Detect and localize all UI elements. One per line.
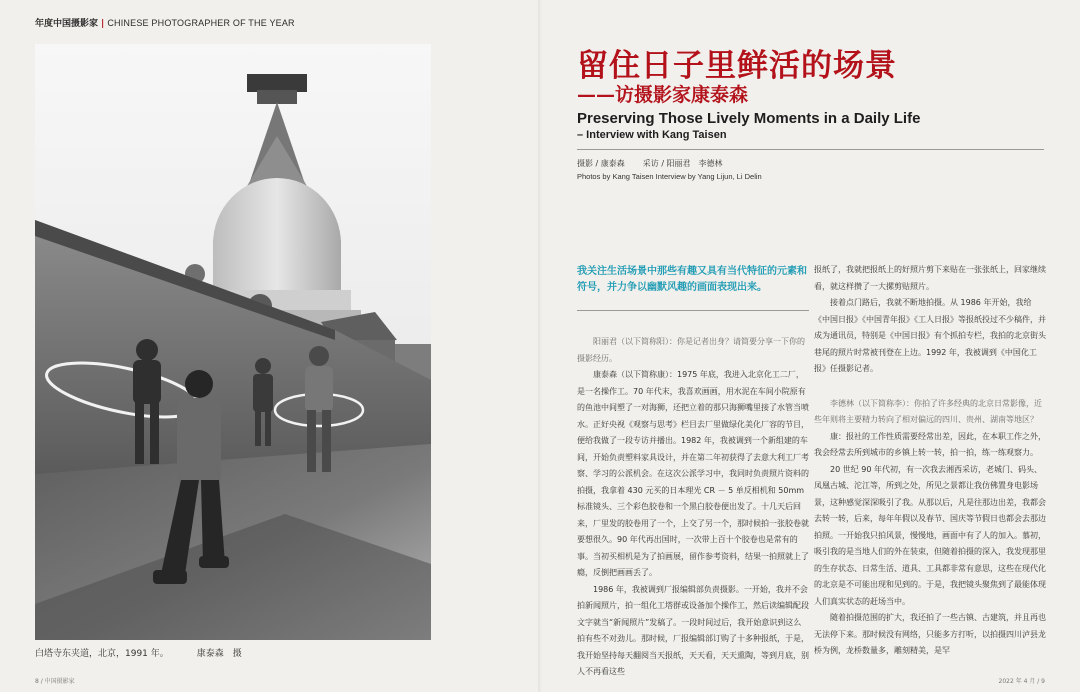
paragraph: 1986 年，我被调到厂报编辑部负责摄影。一开始，我并不会拍新闻照片，拍一组化工塔群或设备加个操作工，然后读编辑配段文字就当“新闻照片”发稿了。一段时间过后，我开始意识到这么拍有些不对劲儿。那时候，厂报编辑部订购了十多种报纸，于是，我开始坚持每天翻阅当天报纸，天天看，天天熏陶，等到月底，别人不再看这些 — [577, 584, 809, 676]
byline-photos: 摄影 / 康泰森 — [577, 159, 625, 168]
paragraph: 康：报社的工作性质需要经常出差，因此，在本职工作之外，我会经常去所到城市的乡镇上转一转，拍一拍，练一练观察力。 — [814, 431, 1046, 457]
paragraph: 阳丽君（以下简称阳）：你是记者出身？请简要分享一下你的摄影经历。 — [577, 337, 805, 363]
article-column-2 — [814, 262, 1046, 672]
paragraph: 康泰森（以下简称康）：1975 年底，我进入北京化工二厂，是一名操作工。70 年代末，我喜欢画画，用水泥在车间小院原有的鱼池中间塑了一对海狮，还把立着的那只海狮嘴里接了水管当喷水。正好央视《观察与思考》栏目去厂里做绿化美化厂容的节目，便给我做了一段专访并播出。1982 年，我被调到一个新组建的车间，开始负责塑料家具设计，并在第二年初获得了去意大利工厂考察、学习的公派机会。在这次公派学习中，我同时负责照片资料的拍摄，我拿着 430 元买的日本理光 CR － 5 单反相机和 50mm 标准镜头、三个彩色胶卷和一个黑白胶卷便出发了。十几天后回来，厂里发的胶卷用了一个，上交了另一个，那时候拍一张胶卷就要想很久。90 年代再出国时，一次带上百十个胶卷也是常有的事。当初买相机是为了拍画展，留作参考资料，结果一拍照就上了瘾，反倒把画画丢了。 — [577, 370, 809, 577]
photo-caption — [35, 646, 242, 659]
article-column-1 — [577, 334, 809, 676]
title-rule — [577, 149, 1044, 150]
paragraph: 20 世纪 90 年代初，有一次我去湘西采访，老城门、码头、凤凰古城、沱江等，所到之处，所见之景都让我仿佛置身电影场景，这种感觉深深吸引了我。从那以后，凡是往那边出差，我都会去转一转，后来，每年年假以及春节、国庆等节假日也都会去那边拍照。一开始我只拍风景，慢慢地，画面中有了人的加入。慕初，吸引我的是当地人们的外在装束，但随着拍摄的深入，我发现那里的生存状态、日常生活、道具、工具都非常有意思，这些在现代化的北京是不可能出现和见到的。于是，我把镜头聚焦到了最能体现人们真实状态的赶场当中。 — [814, 464, 1046, 606]
byline-interview: 采访 / 阳丽君 李德林 — [642, 159, 723, 168]
running-head — [35, 16, 295, 29]
right-page — [540, 0, 1080, 692]
photo-illustration — [35, 44, 431, 640]
running-head-en: CHINESE PHOTOGRAPHER OF THE YEAR — [107, 18, 295, 28]
article-subtitle-cn: ——访摄影家康泰森 — [577, 84, 749, 106]
article-subtitle-en: – Interview with Kang Taisen — [577, 129, 727, 141]
running-head-separator: | — [101, 19, 105, 29]
paragraph: 接着点门路后，我就不断地拍摄。从 1986 年开始，我给《中国日报》《中国青年报》《工人日报》等报纸投过不少稿件，并成为通讯员，特别是《中国日报》有个抓拍专栏，我拍的北京街头巷尾的照片时常被刊登在上边。1992 年，我被调到《中国化工报》任摄影记者。 — [814, 298, 1046, 373]
pull-quote-rule — [577, 310, 809, 311]
byline-en: Photos by Kang Taisen Interview by Yang Lijun, Li Delin — [577, 172, 762, 181]
caption-credit: 康泰森 摄 — [196, 649, 242, 659]
paragraph-gap — [814, 378, 1046, 396]
pull-quote: 我关注生活场景中那些有趣又具有当代特征的元素和符号，并力争以幽默风趣的画面表现出来。 — [577, 266, 807, 293]
paragraph: 报纸了，我就把报纸上的好照片剪下来贴在一张张纸上，回家继续看，就这样攒了一大摞剪贴照片。 — [814, 265, 1046, 291]
caption-text: 白塔寺东夹道，北京，1991 年。 — [35, 649, 169, 659]
running-head-cn: 年度中国摄影家 — [35, 19, 99, 29]
article-title-en: Preserving Those Lively Moments in a Daily Life — [577, 110, 921, 127]
main-photograph — [35, 44, 431, 640]
folio-right: 2022 年 4 月 / 9 — [998, 678, 1045, 685]
article-title-cn: 留住日子里鲜活的场景 — [577, 48, 897, 84]
paragraph: 李德林（以下简称李）：你拍了许多经典的北京日常影像，近些年则将主要精力转向了相对偏远的四川、贵州、湖南等地区？ — [814, 398, 1042, 424]
paragraph: 随着拍摄范围的扩大，我还拍了一些古镇、古建筑，并且再也无法停下来。那时候没有网络，只能多方打听，以拍摄四川泸县龙桥为例，龙桥数量多，雕刻精美，是罕 — [814, 613, 1046, 655]
folio-left: 8 / 中国摄影家 — [35, 678, 75, 685]
byline-cn — [577, 158, 741, 169]
